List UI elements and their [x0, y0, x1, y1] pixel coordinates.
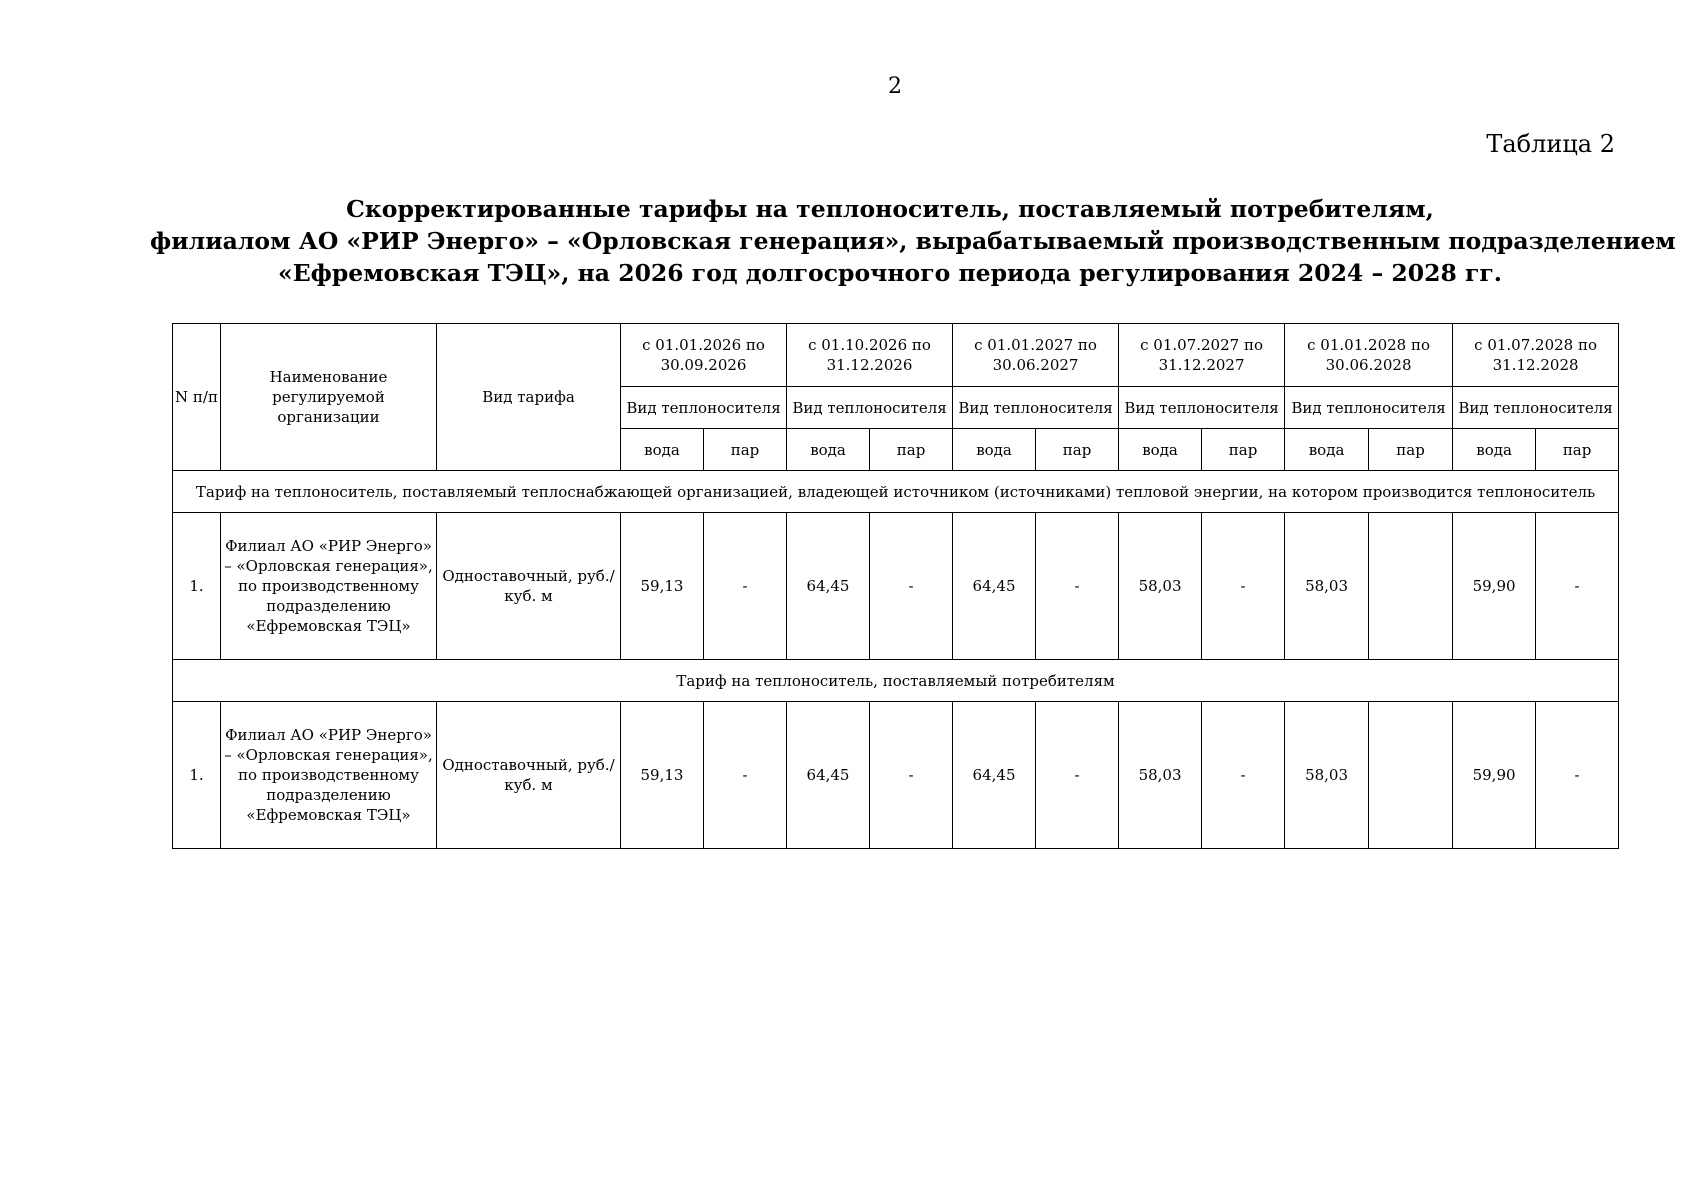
header-carrier-kind: Вид теплоносителя — [621, 387, 787, 429]
row-value: 59,90 — [1453, 513, 1536, 660]
tariff-table — [172, 323, 1619, 849]
section-title: Тариф на теплоноситель, поставляемый потребителям — [173, 660, 1619, 702]
header-water: вода — [1453, 429, 1536, 471]
header-steam: пар — [1036, 429, 1119, 471]
row-value: 64,45 — [787, 513, 870, 660]
title-line: Скорректированные тарифы на теплоноситель, поставляемый потребителям, — [346, 195, 1434, 223]
row-tariff-type: Одноставочный, руб./куб. м — [437, 513, 621, 660]
header-period: с 01.01.2026 по 30.09.2026 — [621, 324, 787, 387]
row-value: - — [1202, 702, 1285, 849]
header-num: N п/п — [173, 324, 221, 471]
header-row-periods — [173, 324, 1619, 387]
header-steam: пар — [1202, 429, 1285, 471]
row-value: 58,03 — [1285, 513, 1369, 660]
row-value — [1369, 513, 1453, 660]
row-value: 59,13 — [621, 513, 704, 660]
row-value: 59,90 — [1453, 702, 1536, 849]
header-period: с 01.07.2028 по 31.12.2028 — [1453, 324, 1619, 387]
table-row — [173, 702, 1619, 849]
header-period: с 01.10.2026 по 31.12.2026 — [787, 324, 953, 387]
header-steam: пар — [1536, 429, 1619, 471]
row-value — [1369, 702, 1453, 849]
row-value: - — [1536, 513, 1619, 660]
header-tariff-type: Вид тарифа — [437, 324, 621, 471]
header-carrier-kind: Вид теплоносителя — [1119, 387, 1285, 429]
section-title-row — [173, 660, 1619, 702]
row-value: - — [1036, 513, 1119, 660]
row-value: 58,03 — [1119, 513, 1202, 660]
section-title: Тариф на теплоноситель, поставляемый теплоснабжающей организацией, владеющей источником (источниками) тепловой энергии, на котором производится теплоноситель — [173, 471, 1619, 513]
row-org: Филиал АО «РИР Энерго» – «Орловская генерация», по производственному подразделению «Ефремовская ТЭЦ» — [221, 513, 437, 660]
header-water: вода — [621, 429, 704, 471]
header-water: вода — [1119, 429, 1202, 471]
header-carrier-kind: Вид теплоносителя — [787, 387, 953, 429]
row-value: 58,03 — [1119, 702, 1202, 849]
header-period: с 01.01.2028 по 30.06.2028 — [1285, 324, 1453, 387]
page-number: 2 — [888, 74, 902, 99]
row-num: 1. — [173, 513, 221, 660]
table-label: Таблица 2 — [1486, 130, 1615, 158]
header-water: вода — [1285, 429, 1369, 471]
header-period: с 01.01.2027 по 30.06.2027 — [953, 324, 1119, 387]
row-value: 64,45 — [953, 702, 1036, 849]
header-steam: пар — [1369, 429, 1453, 471]
header-carrier-kind: Вид теплоносителя — [953, 387, 1119, 429]
title-line: «Ефремовская ТЭЦ», на 2026 год долгосрочного периода регулирования 2024 – 2028 гг. — [278, 259, 1502, 287]
row-value: 59,13 — [621, 702, 704, 849]
header-water: вода — [787, 429, 870, 471]
row-value: - — [704, 513, 787, 660]
row-value: - — [1202, 513, 1285, 660]
row-value: 64,45 — [787, 702, 870, 849]
row-num: 1. — [173, 702, 221, 849]
row-value: - — [870, 513, 953, 660]
row-tariff-type: Одноставочный, руб./куб. м — [437, 702, 621, 849]
row-value: 64,45 — [953, 513, 1036, 660]
header-carrier-kind: Вид теплоносителя — [1285, 387, 1453, 429]
header-org: Наименование регулируемой организации — [221, 324, 437, 471]
row-org: Филиал АО «РИР Энерго» – «Орловская генерация», по производственному подразделению «Ефремовская ТЭЦ» — [221, 702, 437, 849]
row-value: 58,03 — [1285, 702, 1369, 849]
document-title — [150, 193, 1676, 289]
header-steam: пар — [870, 429, 953, 471]
header-carrier-kind: Вид теплоносителя — [1453, 387, 1619, 429]
header-water: вода — [953, 429, 1036, 471]
header-period: с 01.07.2027 по 31.12.2027 — [1119, 324, 1285, 387]
row-value: - — [1536, 702, 1619, 849]
header-steam: пар — [704, 429, 787, 471]
row-value: - — [1036, 702, 1119, 849]
table-row — [173, 513, 1619, 660]
row-value: - — [870, 702, 953, 849]
section-title-row — [173, 471, 1619, 513]
title-line: филиалом АО «РИР Энерго» – «Орловская генерация», вырабатываемый производственным подразделением — [150, 227, 1676, 255]
row-value: - — [704, 702, 787, 849]
